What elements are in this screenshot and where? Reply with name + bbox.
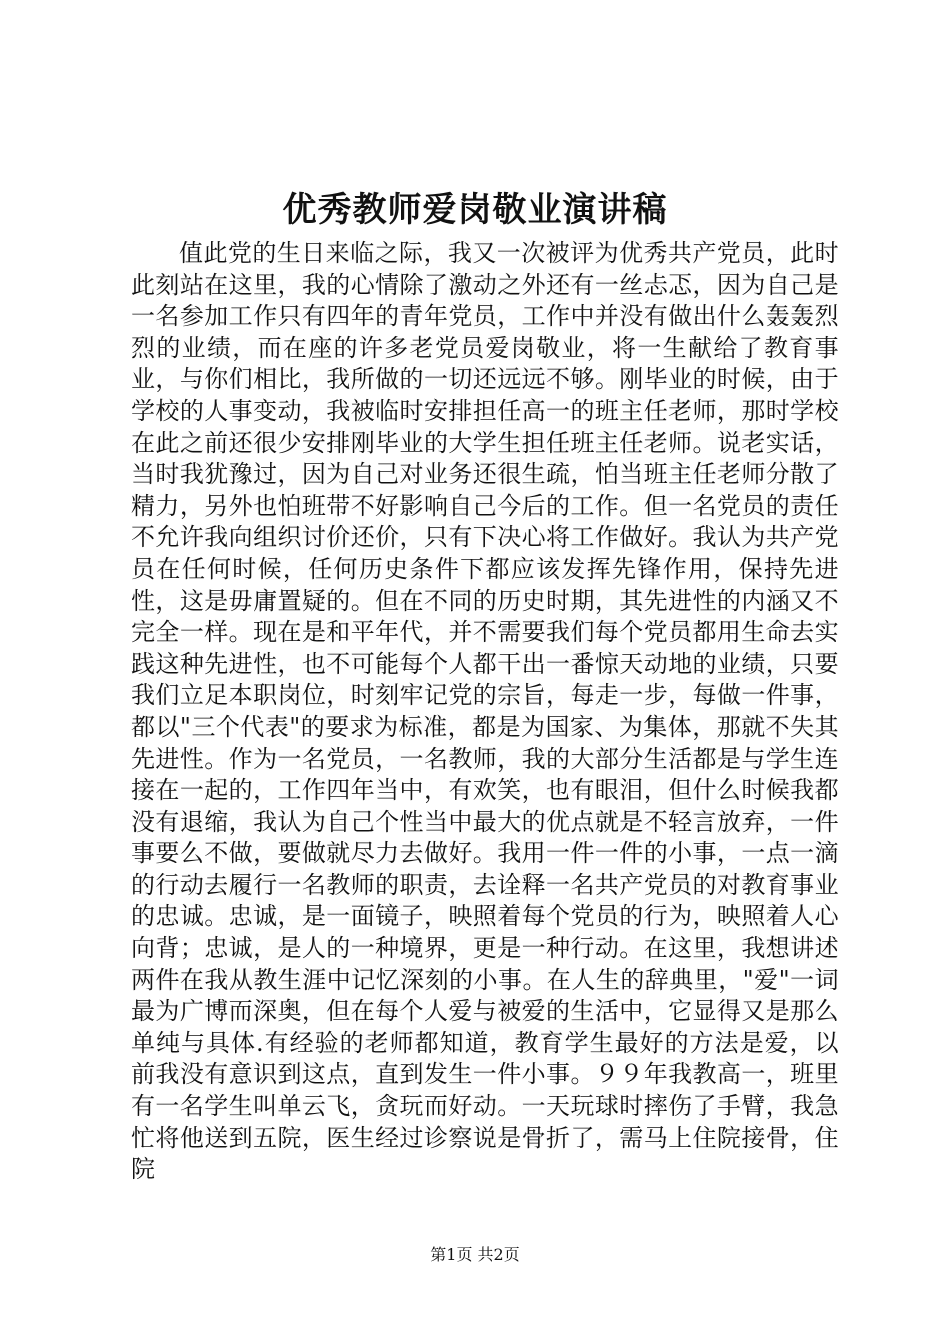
page-footer: 第1页 共2页: [430, 1245, 520, 1264]
document-title: 优秀教师爱岗敬业演讲稿: [282, 190, 668, 230]
body-paragraph: 值此党的生日来临之际，我又一次被评为优秀共产党员，此时此刻站在这里，我的心情除了激动之外还有一丝忐忑，因为自己是一名参加工作只有四年的青年党员，工作中并没有做出什么轰轰烈烈的业绩，而在座的许多老党员爱岗敬业，将一生献给了教育事业，与你们相比，我所做的一切还远远不够。刚毕业的时候，由于学校的人事变动，我被临时安排担任高一的班主任老师，那时学校在此之前还很少安排刚毕业的大学生担任班主任老师。说老实话，当时我犹豫过，因为自己对业务还很生疏，怕当班主任老师分散了精力，另外也怕班带不好影响自己今后的工作。但一名党员的责任不允许我向组织讨价还价，只有下决心将工作做好。我认为共产党员在任何时候，任何历史条件下都应该发挥先锋作用，保持先进性，这是毋庸置疑的。但在不同的历史时期，其先进性的内涵又不完全一样。现在是和平年代，并不需要我们每个党员都用生命去实践这种先进性，也不可能每个人都干出一番惊天动地的业绩，只要我们立足本职岗位，时刻牢记党的宗旨，每走一步，每做一件事，都以"三个代表"的要求为标准，都是为国家、为集体，那就不失其先进性。作为一名党员，一名教师，我的大部分生活都是与学生连接在一起的，工作四年当中，有欢笑，也有眼泪，但什么时候我都没有退缩，我认为自己个性当中最大的优点就是不轻言放弃，一件事要么不做，要做就尽力去做好。我用一件一件的小事，一点一滴的行动去履行一名教师的职责，去诠释一名共产党员的对教育事业的忠诚。忠诚，是一面镜子，映照着每个党员的行为，映照着人心向背；忠诚，是人的一种境界，更是一种行动。在这里，我想讲述两件在我从教生涯中记忆深刻的小事。在人生的辞典里，"爱"一词最为广博而深奥，但在每个人爱与被爱的生活中，它显得又是那么单纯与具体.有经验的老师都知道，教育学生最好的方法是爱，以前我没有意识到这点，直到发生一件小事。９９年我教高一，班里有一名学生叫单云飞，贪玩而好动。一天玩球时摔伤了手臂，我急忙将他送到五院，医生经过诊察说是骨折了，需马上住院接骨，住院: [131, 239, 839, 1184]
